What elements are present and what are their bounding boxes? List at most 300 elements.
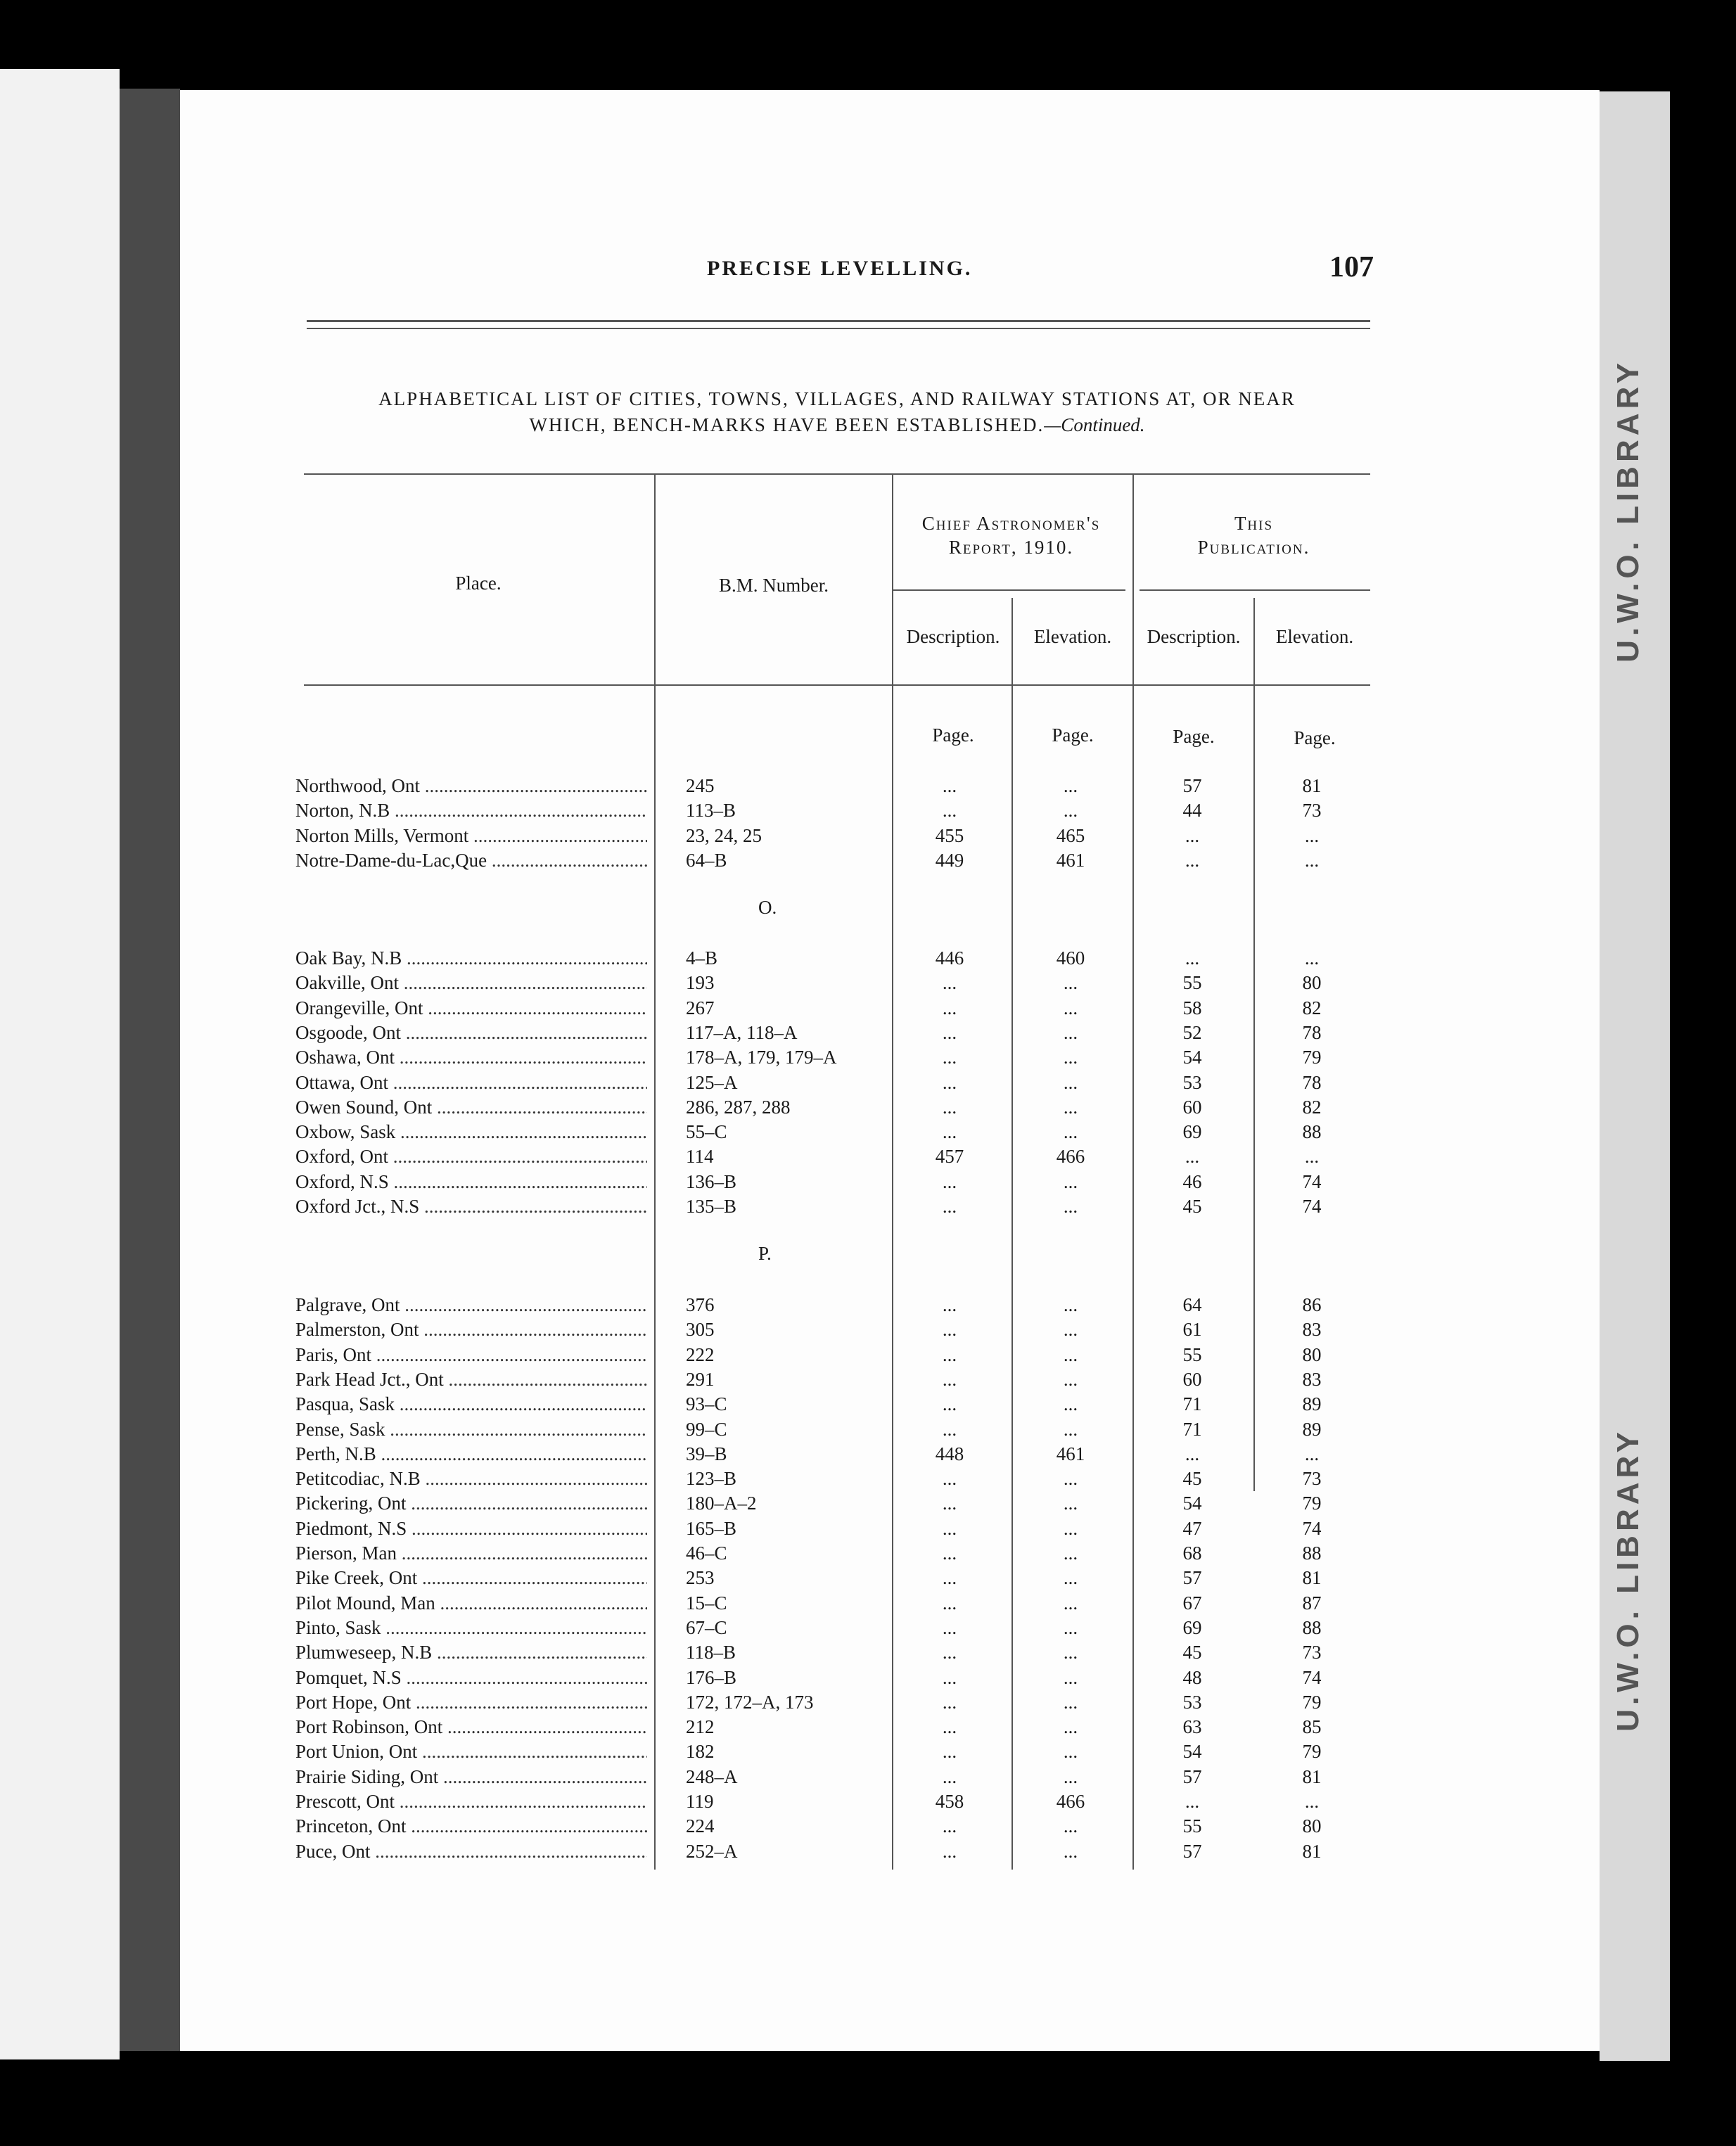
bm-number-cell: 135–B	[686, 1196, 737, 1217]
publication-elevation-page-cell: 79	[1302, 1691, 1322, 1713]
astronomer-elevation-page-cell: ...	[1063, 775, 1078, 796]
astronomer-description-page-cell: ...	[942, 1368, 957, 1390]
astronomer-elevation-page-cell: ...	[1063, 1196, 1078, 1217]
bm-number-cell: 176–B	[686, 1666, 737, 1688]
astronomer-elevation-page-cell: 461	[1056, 849, 1085, 871]
table-row	[295, 774, 1393, 798]
astronomer-elevation-page-cell: ...	[1063, 1393, 1078, 1415]
facing-page-edge	[0, 69, 120, 2059]
table-row	[295, 1591, 1393, 1616]
publication-description-page-cell: 48	[1182, 1666, 1202, 1688]
table-row	[295, 1317, 1393, 1342]
place-cell: Pense, Sask .....	[295, 1417, 647, 1442]
bm-number-cell: 118–B	[686, 1642, 736, 1663]
place-cell: Perth, N.B .....	[295, 1442, 647, 1467]
bm-number-cell: 39–B	[686, 1443, 727, 1464]
publication-description-page-cell: 54	[1182, 1047, 1202, 1068]
astronomer-description-page-cell: ...	[942, 1071, 957, 1093]
this-publication-header	[1136, 511, 1372, 559]
astronomer-elevation-page-cell: ...	[1063, 1343, 1078, 1365]
publication-description-page-cell: 45	[1182, 1642, 1202, 1663]
table-row	[295, 1715, 1393, 1739]
library-stamp: U.W.O. LIBRARY	[1611, 1428, 1645, 1732]
table-row	[295, 1765, 1393, 1789]
astronomer-elevation-page-cell: ...	[1063, 1468, 1078, 1490]
table-row	[295, 971, 1393, 995]
astronomer-elevation-page-cell: ...	[1063, 1567, 1078, 1589]
publication-elevation-page-cell: 83	[1302, 1319, 1322, 1341]
group-rule	[893, 589, 1125, 591]
table-row	[295, 848, 1393, 873]
astronomer-description-page-cell: ...	[942, 1343, 957, 1365]
table-title-line-2	[302, 414, 1372, 436]
publication-elevation-page-cell: 73	[1302, 800, 1322, 822]
table-row	[295, 1566, 1393, 1590]
table-row	[295, 1541, 1393, 1566]
bm-number-cell: 178–A, 179, 179–A	[686, 1047, 837, 1068]
this-publication-header-line-1: This	[1234, 513, 1274, 534]
place-cell: Port Hope, Ont .....	[295, 1690, 647, 1715]
section-letter-p: P.	[758, 1243, 772, 1264]
astronomer-elevation-page-cell: ...	[1063, 1616, 1078, 1638]
table-row	[295, 798, 1393, 823]
bm-number-cell: 180–A–2	[686, 1493, 757, 1514]
publication-description-page-cell: 67	[1182, 1592, 1202, 1614]
description-header: Description.	[906, 626, 1000, 647]
page-subheader: Page.	[1173, 726, 1215, 747]
astronomer-description-page-cell: ...	[942, 1493, 957, 1514]
publication-description-page-cell: 55	[1182, 972, 1202, 994]
book-spine	[120, 89, 180, 2051]
astronomer-description-page-cell: ...	[942, 1294, 957, 1315]
publication-description-page-cell: 69	[1182, 1121, 1202, 1143]
table-row	[295, 1690, 1393, 1715]
publication-description-page-cell: ...	[1185, 1791, 1200, 1812]
publication-description-page-cell: ...	[1185, 824, 1200, 846]
astronomer-elevation-page-cell: 461	[1056, 1443, 1085, 1464]
bm-number-cell: 286, 287, 288	[686, 1096, 791, 1118]
publication-elevation-page-cell: 78	[1302, 1021, 1322, 1043]
table-row	[295, 1095, 1393, 1120]
bm-number-cell: 305	[686, 1319, 715, 1341]
astronomer-elevation-page-cell: ...	[1063, 1815, 1078, 1837]
page-number: 107	[1329, 251, 1374, 283]
publication-description-page-cell: 45	[1182, 1468, 1202, 1490]
place-cell: Prairie Siding, Ont .....	[295, 1765, 647, 1789]
publication-elevation-page-cell: 81	[1302, 1840, 1322, 1862]
astronomer-description-page-cell: ...	[942, 775, 957, 796]
bm-number-cell: 165–B	[686, 1517, 737, 1539]
publication-elevation-page-cell: 88	[1302, 1121, 1322, 1143]
astronomer-description-page-cell: ...	[942, 1517, 957, 1539]
publication-description-page-cell: 71	[1182, 1393, 1202, 1415]
astronomer-description-page-cell: 455	[935, 824, 964, 846]
publication-elevation-page-cell: 83	[1302, 1368, 1322, 1390]
astronomer-elevation-page-cell: ...	[1063, 997, 1078, 1018]
astronomer-elevation-page-cell: ...	[1063, 1592, 1078, 1614]
place-cell: Princeton, Ont .....	[295, 1814, 647, 1839]
publication-description-page-cell: 60	[1182, 1368, 1202, 1390]
place-cell: Pickering, Ont .....	[295, 1491, 647, 1516]
publication-elevation-page-cell: 89	[1302, 1393, 1322, 1415]
astronomer-description-page-cell: ...	[942, 1741, 957, 1763]
publication-description-page-cell: 57	[1182, 1567, 1202, 1589]
publication-description-page-cell: ...	[1185, 1443, 1200, 1464]
publication-description-page-cell: ...	[1185, 1146, 1200, 1168]
table-row	[295, 996, 1393, 1021]
astronomer-elevation-page-cell: ...	[1063, 1765, 1078, 1787]
place-cell: Park Head Jct., Ont .....	[295, 1367, 647, 1392]
astronomer-description-page-cell: ...	[942, 972, 957, 994]
place-cell: Piedmont, N.S .....	[295, 1516, 647, 1541]
publication-description-page-cell: 61	[1182, 1319, 1202, 1341]
section-letter-o: O.	[758, 897, 777, 918]
astronomer-description-page-cell: ...	[942, 1021, 957, 1043]
group-rule	[1140, 589, 1370, 591]
publication-elevation-page-cell: 82	[1302, 1096, 1322, 1118]
description-header: Description.	[1147, 626, 1241, 647]
astronomer-elevation-page-cell: ...	[1063, 1121, 1078, 1143]
publication-elevation-page-cell: 81	[1302, 1765, 1322, 1787]
publication-description-page-cell: ...	[1185, 849, 1200, 871]
astronomer-elevation-page-cell: ...	[1063, 1840, 1078, 1862]
table-row	[295, 1417, 1393, 1442]
library-stamp: U.W.O. LIBRARY	[1611, 359, 1645, 663]
place-cell: Oakville, Ont .....	[295, 971, 647, 995]
publication-description-page-cell: 57	[1182, 1765, 1202, 1787]
publication-elevation-page-cell: ...	[1304, 1146, 1320, 1168]
bm-number-cell: 291	[686, 1368, 715, 1390]
astronomer-elevation-page-cell: ...	[1063, 1294, 1078, 1315]
bm-number-cell: 117–A, 118–A	[686, 1021, 798, 1043]
publication-elevation-page-cell: 81	[1302, 775, 1322, 796]
running-header: PRECISE LEVELLING.	[707, 257, 973, 280]
astronomer-description-page-cell: 446	[935, 947, 964, 969]
table-row	[295, 1789, 1393, 1814]
bm-number-cell: 114	[686, 1146, 714, 1168]
astronomer-description-page-cell: 458	[935, 1791, 964, 1812]
publication-elevation-page-cell: ...	[1304, 947, 1320, 969]
astronomer-description-page-cell: ...	[942, 1616, 957, 1638]
astronomer-description-page-cell: ...	[942, 1319, 957, 1341]
astronomer-description-page-cell: ...	[942, 1691, 957, 1713]
place-cell: Pasqua, Sask .....	[295, 1392, 647, 1417]
astronomer-description-page-cell: ...	[942, 1815, 957, 1837]
table-row	[295, 1293, 1393, 1317]
table-row	[295, 1045, 1393, 1070]
bm-number-cell: 245	[686, 775, 715, 796]
publication-elevation-page-cell: 78	[1302, 1071, 1322, 1093]
elevation-header: Elevation.	[1033, 626, 1112, 647]
astronomer-elevation-page-cell: ...	[1063, 1493, 1078, 1514]
table-row	[295, 824, 1393, 848]
table-row	[295, 1666, 1393, 1690]
publication-description-page-cell: 69	[1182, 1616, 1202, 1638]
astronomer-elevation-page-cell: ...	[1063, 1319, 1078, 1341]
publication-elevation-page-cell: ...	[1304, 1443, 1320, 1464]
this-publication-header-line-2: Publication.	[1197, 537, 1310, 558]
publication-description-page-cell: 58	[1182, 997, 1202, 1018]
astronomer-elevation-page-cell: ...	[1063, 1021, 1078, 1043]
publication-description-page-cell: 47	[1182, 1517, 1202, 1539]
place-cell: Owen Sound, Ont .....	[295, 1095, 647, 1120]
publication-elevation-page-cell: 74	[1302, 1666, 1322, 1688]
astronomer-elevation-page-cell: ...	[1063, 1096, 1078, 1118]
place-cell: Oxford, N.S .....	[295, 1170, 647, 1194]
astronomer-description-page-cell: ...	[942, 1047, 957, 1068]
place-cell: Orangeville, Ont .....	[295, 996, 647, 1021]
bm-number-cell: 193	[686, 972, 715, 994]
astronomer-description-page-cell: ...	[942, 1170, 957, 1192]
publication-description-page-cell: 45	[1182, 1196, 1202, 1217]
astronomer-description-page-cell: ...	[942, 1642, 957, 1663]
bm-number-cell: 46–C	[686, 1543, 727, 1564]
astronomer-description-page-cell: 448	[935, 1443, 964, 1464]
bm-number-cell: 67–C	[686, 1616, 727, 1638]
bm-number-cell: 267	[686, 997, 715, 1018]
bm-number-cell: 253	[686, 1567, 715, 1589]
astronomer-description-page-cell: ...	[942, 1592, 957, 1614]
table-row	[295, 1616, 1393, 1640]
publication-description-page-cell: 54	[1182, 1493, 1202, 1514]
astronomer-description-page-cell: ...	[942, 800, 957, 822]
publication-elevation-page-cell: 85	[1302, 1716, 1322, 1738]
bm-number-cell: 376	[686, 1294, 715, 1315]
publication-elevation-page-cell: 74	[1302, 1196, 1322, 1217]
table-row	[295, 1343, 1393, 1367]
publication-elevation-page-cell: 88	[1302, 1616, 1322, 1638]
table-row	[295, 1516, 1393, 1541]
astronomer-elevation-page-cell: ...	[1063, 1368, 1078, 1390]
publication-description-page-cell: 57	[1182, 1840, 1202, 1862]
astronomer-description-page-cell: ...	[942, 1121, 957, 1143]
place-cell: Oxbow, Sask .....	[295, 1120, 647, 1144]
place-cell: Petitcodiac, N.B .....	[295, 1467, 647, 1491]
place-cell: Osgoode, Ont .....	[295, 1021, 647, 1045]
bm-number-cell: 222	[686, 1343, 715, 1365]
table-row	[295, 1467, 1393, 1491]
place-cell: Oxford Jct., N.S .....	[295, 1194, 647, 1219]
astronomer-elevation-page-cell: ...	[1063, 972, 1078, 994]
table-row	[295, 1194, 1393, 1219]
astronomer-description-page-cell: ...	[942, 1765, 957, 1787]
publication-elevation-page-cell: ...	[1304, 849, 1320, 871]
publication-elevation-page-cell: 82	[1302, 997, 1322, 1018]
publication-description-page-cell: 53	[1182, 1691, 1202, 1713]
astronomer-elevation-page-cell: 465	[1056, 824, 1085, 846]
astronomer-elevation-page-cell: 460	[1056, 947, 1085, 969]
table-title-text: WHICH, BENCH-MARKS HAVE BEEN ESTABLISHED.	[529, 414, 1045, 435]
publication-description-page-cell: 55	[1182, 1815, 1202, 1837]
chief-astronomer-header	[893, 511, 1129, 559]
astronomer-description-page-cell: ...	[942, 1840, 957, 1862]
astronomer-description-page-cell: ...	[942, 1468, 957, 1490]
bm-number-cell: 252–A	[686, 1840, 738, 1862]
place-cell: Norton, N.B .....	[295, 798, 647, 823]
table-row	[295, 1367, 1393, 1392]
publication-elevation-page-cell: 79	[1302, 1741, 1322, 1763]
continued-note: —Continued.	[1044, 414, 1145, 435]
table-row	[295, 1392, 1393, 1417]
publication-description-page-cell: 64	[1182, 1294, 1202, 1315]
place-cell: Notre-Dame-du-Lac,Que .....	[295, 848, 647, 873]
publication-description-page-cell: 55	[1182, 1343, 1202, 1365]
bm-number-cell: 172, 172–A, 173	[686, 1691, 814, 1713]
astronomer-elevation-page-cell: ...	[1063, 1517, 1078, 1539]
header-rule	[307, 328, 1370, 329]
place-cell: Pierson, Man .....	[295, 1541, 647, 1566]
table-row	[295, 1120, 1393, 1144]
place-cell: Prescott, Ont .....	[295, 1789, 647, 1814]
table-row	[295, 1144, 1393, 1169]
bm-number-cell: 93–C	[686, 1393, 727, 1415]
header-bottom-rule	[304, 684, 1370, 686]
astronomer-description-page-cell: 457	[935, 1146, 964, 1168]
page-subheader: Page.	[1052, 724, 1094, 746]
astronomer-description-page-cell: ...	[942, 1666, 957, 1688]
place-cell: Palmerston, Ont .....	[295, 1317, 647, 1342]
publication-elevation-page-cell: 73	[1302, 1468, 1322, 1490]
bm-number-cell: 15–C	[686, 1592, 727, 1614]
table-top-rule	[304, 473, 1370, 475]
elevation-header: Elevation.	[1275, 626, 1354, 647]
publication-elevation-page-cell: 88	[1302, 1543, 1322, 1564]
place-cell: Northwood, Ont .....	[295, 774, 647, 798]
table-row	[295, 1442, 1393, 1467]
bm-number-cell: 224	[686, 1815, 715, 1837]
place-cell: Oshawa, Ont .....	[295, 1045, 647, 1070]
bm-number-cell: 136–B	[686, 1170, 737, 1192]
place-cell: Oak Bay, N.B .....	[295, 946, 647, 971]
table-row	[295, 1640, 1393, 1665]
publication-elevation-page-cell: 79	[1302, 1047, 1322, 1068]
bm-number-cell: 4–B	[686, 947, 718, 969]
astronomer-elevation-page-cell: ...	[1063, 1170, 1078, 1192]
astronomer-elevation-page-cell: 466	[1056, 1791, 1085, 1812]
publication-elevation-page-cell: 87	[1302, 1592, 1322, 1614]
astronomer-elevation-page-cell: ...	[1063, 800, 1078, 822]
bm-number-cell: 113–B	[686, 800, 736, 822]
place-cell: Puce, Ont .....	[295, 1839, 647, 1864]
table-row	[295, 946, 1393, 971]
publication-description-page-cell: ...	[1185, 947, 1200, 969]
publication-description-page-cell: 53	[1182, 1071, 1202, 1093]
bm-number-cell: 119	[686, 1791, 714, 1812]
table-row	[295, 1071, 1393, 1095]
bm-number-cell: 123–B	[686, 1468, 737, 1490]
astronomer-description-page-cell: ...	[942, 1716, 957, 1738]
astronomer-description-page-cell: ...	[942, 1418, 957, 1440]
bm-number-cell: 125–A	[686, 1071, 738, 1093]
place-cell: Ottawa, Ont .....	[295, 1071, 647, 1095]
bm-number-cell: 99–C	[686, 1418, 727, 1440]
place-cell: Oxford, Ont .....	[295, 1144, 647, 1169]
bm-number-cell: 182	[686, 1741, 715, 1763]
place-cell: Paris, Ont .....	[295, 1343, 647, 1367]
astronomer-elevation-page-cell: ...	[1063, 1418, 1078, 1440]
page-subheader: Page.	[1294, 727, 1336, 748]
publication-description-page-cell: 68	[1182, 1543, 1202, 1564]
place-cell: Port Union, Ont .....	[295, 1739, 647, 1764]
chief-astronomer-header-line-1: Chief Astronomer's	[921, 513, 1101, 534]
astronomer-description-page-cell: ...	[942, 1196, 957, 1217]
publication-elevation-page-cell: 86	[1302, 1294, 1322, 1315]
place-cell: Norton Mills, Vermont .....	[295, 824, 647, 848]
table-row	[295, 1739, 1393, 1764]
astronomer-description-page-cell: ...	[942, 1567, 957, 1589]
bm-number-cell: 64–B	[686, 849, 727, 871]
bm-number-cell: 55–C	[686, 1121, 727, 1143]
table-row	[295, 1170, 1393, 1194]
place-cell: Pike Creek, Ont .....	[295, 1566, 647, 1590]
chief-astronomer-header-line-2: Report, 1910.	[948, 537, 1074, 558]
header-rule	[307, 320, 1370, 322]
astronomer-description-page-cell: ...	[942, 997, 957, 1018]
bm-number-column-header: B.M. Number.	[718, 575, 829, 596]
publication-elevation-page-cell: 81	[1302, 1567, 1322, 1589]
place-cell: Pinto, Sask .....	[295, 1616, 647, 1640]
astronomer-elevation-page-cell: ...	[1063, 1691, 1078, 1713]
bm-number-cell: 23, 24, 25	[686, 824, 762, 846]
astronomer-description-page-cell: ...	[942, 1543, 957, 1564]
bm-number-cell: 248–A	[686, 1765, 738, 1787]
astronomer-elevation-page-cell: ...	[1063, 1642, 1078, 1663]
place-cell: Palgrave, Ont .....	[295, 1293, 647, 1317]
publication-elevation-page-cell: 89	[1302, 1418, 1322, 1440]
astronomer-elevation-page-cell: ...	[1063, 1741, 1078, 1763]
page-subheader: Page.	[932, 724, 974, 746]
place-cell: Pilot Mound, Man .....	[295, 1591, 647, 1616]
place-cell: Plumweseep, N.B .....	[295, 1640, 647, 1665]
table-row	[295, 1491, 1393, 1516]
publication-elevation-page-cell: 80	[1302, 1815, 1322, 1837]
table-row	[295, 1839, 1393, 1864]
publication-description-page-cell: 54	[1182, 1741, 1202, 1763]
bm-number-cell: 212	[686, 1716, 715, 1738]
publication-description-page-cell: 57	[1182, 775, 1202, 796]
astronomer-elevation-page-cell: ...	[1063, 1543, 1078, 1564]
publication-description-page-cell: 60	[1182, 1096, 1202, 1118]
table-row	[295, 1814, 1393, 1839]
publication-elevation-page-cell: 74	[1302, 1517, 1322, 1539]
astronomer-elevation-page-cell: 466	[1056, 1146, 1085, 1168]
table-row	[295, 1021, 1393, 1045]
publication-elevation-page-cell: 74	[1302, 1170, 1322, 1192]
publication-elevation-page-cell: 73	[1302, 1642, 1322, 1663]
publication-elevation-page-cell: 79	[1302, 1493, 1322, 1514]
table-title: ALPHABETICAL LIST OF CITIES, TOWNS, VILLAGES, AND RAILWAY STATIONS AT, OR NEAR	[378, 388, 1296, 409]
publication-description-page-cell: 63	[1182, 1716, 1202, 1738]
astronomer-description-page-cell: 449	[935, 849, 964, 871]
astronomer-elevation-page-cell: ...	[1063, 1716, 1078, 1738]
publication-description-page-cell: 44	[1182, 800, 1202, 822]
publication-description-page-cell: 71	[1182, 1418, 1202, 1440]
place-column-header: Place.	[455, 573, 502, 594]
astronomer-description-page-cell: ...	[942, 1393, 957, 1415]
astronomer-elevation-page-cell: ...	[1063, 1071, 1078, 1093]
astronomer-elevation-page-cell: ...	[1063, 1666, 1078, 1688]
publication-description-page-cell: 52	[1182, 1021, 1202, 1043]
astronomer-description-page-cell: ...	[942, 1096, 957, 1118]
publication-description-page-cell: 46	[1182, 1170, 1202, 1192]
place-cell: Pomquet, N.S .....	[295, 1666, 647, 1690]
place-cell: Port Robinson, Ont .....	[295, 1715, 647, 1739]
publication-elevation-page-cell: ...	[1304, 824, 1320, 846]
astronomer-elevation-page-cell: ...	[1063, 1047, 1078, 1068]
publication-elevation-page-cell: 80	[1302, 972, 1322, 994]
publication-elevation-page-cell: 80	[1302, 1343, 1322, 1365]
publication-elevation-page-cell: ...	[1304, 1791, 1320, 1812]
